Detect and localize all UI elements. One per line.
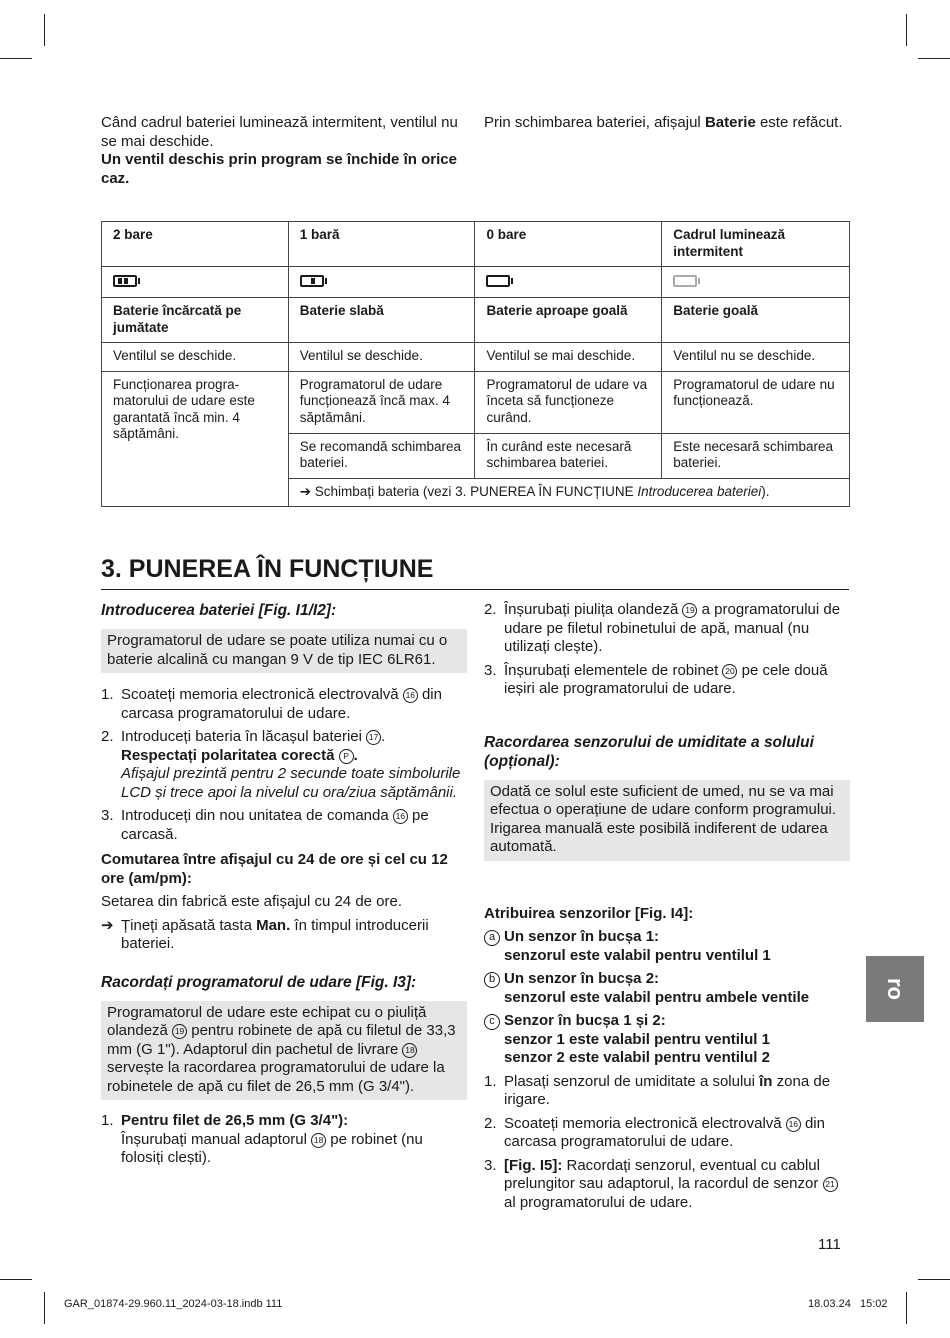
battery-status-table: [101, 221, 850, 507]
left-column: [101, 601, 467, 1173]
right-column: [484, 601, 850, 1217]
footer-file-info: GAR_01874-29.960.11_2024-03-18.indb 111: [64, 1298, 283, 1310]
valve-close-note: Un ventil deschis prin program se închide în orice caz.: [101, 151, 457, 187]
battery-2-bars-icon: [113, 275, 137, 287]
list-item: b Un senzor în bucșa 2: senzorul este valabil pentru ambele ventile: [484, 970, 850, 1007]
crop-mark: [906, 1292, 907, 1324]
section-title: 3. PUNEREA ÎN FUNCȚIUNE: [101, 555, 434, 583]
callout-number: 16: [393, 809, 408, 824]
crop-mark: [0, 1279, 32, 1280]
crop-mark: [44, 14, 45, 46]
callout-number: 17: [366, 730, 381, 745]
sensor-info-box: Odată ce solul este suficient de umed, nu se va mai efectua o operațiune de udare conform programului. Irigarea manuală este posibilă indiferent de udarea automată.: [484, 780, 850, 861]
top-left-text: [101, 114, 463, 188]
sensor-heading: Racordarea senzorului de umiditate a solului (opțional):: [484, 733, 814, 770]
battery-0-bars-icon: [486, 275, 510, 287]
battery-reset-text: Prin schimbarea bateriei, afișajul: [484, 114, 705, 131]
table-recommend-cell: Este necesară schimbarea bateriei.: [662, 433, 850, 478]
table-icon-row: [102, 267, 850, 298]
blink-warning-text: Când cadrul bateriei luminează intermitent, ventilul nu se mai deschide.: [101, 114, 458, 150]
battery-1-bar-icon: [300, 275, 324, 287]
crop-mark: [0, 58, 32, 59]
polarity-warning: Respectați polaritatea corectă: [121, 746, 339, 764]
polarity-callout: P: [339, 749, 354, 764]
table-function-cell: Programatorul de udare va înceta să funcționeze curând.: [475, 371, 662, 433]
sensor-steps: [484, 1073, 850, 1213]
sensor-assign-list: [484, 928, 850, 1068]
crop-mark: [906, 14, 907, 46]
battery-steps: [101, 686, 467, 844]
list-item: a Un senzor în bucșa 1: senzorul este valabil pentru ventilul 1: [484, 928, 850, 965]
battery-reset-text-end: este refăcut.: [755, 114, 843, 131]
table-recommend-cell: În curând este necesară schimbarea bateriei.: [475, 433, 662, 478]
option-letter: b: [484, 972, 500, 988]
list-item: 3. [Fig. I5]: Racordați senzorul, eventual cu cablul prelungitor sau adaptorul, la racordul de senzor 21 al programatorului de udare.: [484, 1157, 850, 1213]
arrow-instruction: ➔ Țineți apăsată tasta Man. în timpul introducerii bateriei.: [101, 916, 429, 952]
section-divider: [101, 589, 849, 590]
connect-heading: Racordați programatorul de udare [Fig. I3]:: [101, 973, 417, 991]
table-header-cell: 0 bare: [475, 222, 662, 267]
footer-date: 18.03.24 15:02: [808, 1298, 888, 1310]
callout-number: 19: [172, 1024, 187, 1039]
table-state-cell: Baterie goală: [662, 298, 850, 343]
callout-number: 20: [722, 664, 737, 679]
display-note: Afișajul prezintă pentru 2 secunde toate simbolurile LCD și trece apoi la nivelul cu ora/ziua săptămânii.: [121, 765, 461, 801]
callout-number: 18: [402, 1043, 417, 1058]
table-note-cell: ➔ Schimbați bateria (vezi 3. PUNEREA ÎN FUNCȚIUNE Introducerea bateriei).: [288, 478, 849, 507]
list-item: 3. Introduceți din nou unitatea de comanda 16 pe carcasă.: [101, 807, 429, 843]
table-function-cell: Funcționarea programatorului de udare este garantată încă min. 4 săptămâni.: [102, 371, 289, 507]
crop-mark: [918, 1279, 950, 1280]
list-item: c Senzor în bucșa 1 și 2: senzor 1 este valabil pentru ventilul 1 senzor 2 este valabil pentru ventilul 2: [484, 1012, 850, 1068]
table-valve-cell: Ventilul se deschide.: [288, 343, 475, 372]
crop-mark: [918, 58, 950, 59]
table-header-cell: 2 bare: [102, 222, 289, 267]
callout-number: 16: [786, 1117, 801, 1132]
list-item: 1. Pentru filet de 26,5 mm (G 3/4"): Înșurubați manual adaptorul 18 pe robinet (nu folosiți clești).: [101, 1112, 423, 1166]
battery-info-box: Programatorul de udare se poate utiliza numai cu o baterie alcalină cu mangan 9 V de tip IEC 6LR61.: [101, 629, 467, 673]
language-tab-label: ro: [883, 978, 908, 1000]
table-function-cell: Programatorul de udare nu funcționează.: [662, 371, 850, 433]
list-item: 2. Introduceți bateria în lăcașul bateriei 17 . Respectați polaritatea corectă P . Afișajul prezintă pentru 2 secunde toate simbolurile LCD și trece apoi la nivelul cu ora/ziua săptămânii.: [101, 728, 461, 801]
connect-steps-cont: [484, 601, 850, 699]
table-state-row: [102, 298, 850, 343]
option-letter: a: [484, 930, 500, 946]
table-valve-cell: Ventilul nu se deschide.: [662, 343, 850, 372]
table-state-cell: Baterie aproape goală: [475, 298, 662, 343]
table-valve-row: [102, 343, 850, 372]
list-item: 1. Plasați senzorul de umiditate a solului în zona de irigare.: [484, 1072, 831, 1108]
list-item: 2. Înșurubați piulița olandeză 19 a programatorului de udare pe filetul robinetului de apă, manual (nu utilizați clește).: [484, 601, 841, 655]
callout-number: 19: [682, 603, 697, 618]
list-item: 2. Scoateți memoria electronică electrovalvă 16 din carcasa programatorului de udare.: [484, 1114, 825, 1150]
page-number: 111: [818, 1236, 841, 1253]
connect-steps: [101, 1112, 467, 1168]
time-format-heading: Comutarea între afișajul cu 24 de ore și cel cu 12 ore (am/pm):: [101, 851, 448, 887]
table-recommend-cell: Se recomandă schimbarea bateriei.: [288, 433, 475, 478]
language-tab: [866, 956, 924, 1022]
callout-number: 16: [403, 688, 418, 703]
sensor-assign-heading: Atribuirea senzorilor [Fig. I4]:: [484, 904, 694, 922]
table-function-cell: Programatorul de udare funcționează încă max. 4 săptămâni.: [288, 371, 475, 433]
table-function-row: [102, 371, 850, 433]
table-valve-cell: Ventilul se deschide.: [102, 343, 289, 372]
callout-number: 18: [311, 1133, 326, 1148]
table-state-cell: Baterie încărcată pe jumătate: [102, 298, 289, 343]
table-header-cell: Cadrul luminează intermitent: [662, 222, 850, 267]
list-item: 1. Scoateți memoria electronică electrovalvă 16 din carcasa programatorului de udare.: [101, 686, 442, 722]
table-header-cell: 1 bară: [288, 222, 475, 267]
top-right-text: [484, 114, 846, 133]
option-letter: c: [484, 1014, 500, 1030]
table-valve-cell: Ventilul se mai deschide.: [475, 343, 662, 372]
crop-mark: [44, 1292, 45, 1324]
factory-setting-text: Setarea din fabrică este afișajul cu 24 de ore.: [101, 893, 403, 910]
battery-bold-word: Baterie: [704, 114, 756, 131]
battery-insert-heading: Introducerea bateriei [Fig. I1/I2]:: [101, 602, 337, 619]
connect-info-box: Programatorul de udare este echipat cu o piuliță olandeză 19 pentru robinete de apă cu filetul de 33,3 mm (G 1"). Adaptorul din pachetul de livrare 18 servește la racordarea programatorului de udare la robinetele de apă cu filet de 26,5 mm (G 3/4").: [101, 1001, 467, 1101]
note-link-text: Introducerea bateriei: [637, 483, 762, 499]
battery-blinking-frame-icon: [673, 275, 697, 287]
table-header-row: [102, 222, 850, 267]
table-state-cell: Baterie slabă: [288, 298, 475, 343]
list-item: 3. Înșurubați elementele de robinet 20 pe cele două ieșiri ale programatorului de udare.: [484, 661, 828, 697]
callout-number: 21: [823, 1177, 838, 1192]
